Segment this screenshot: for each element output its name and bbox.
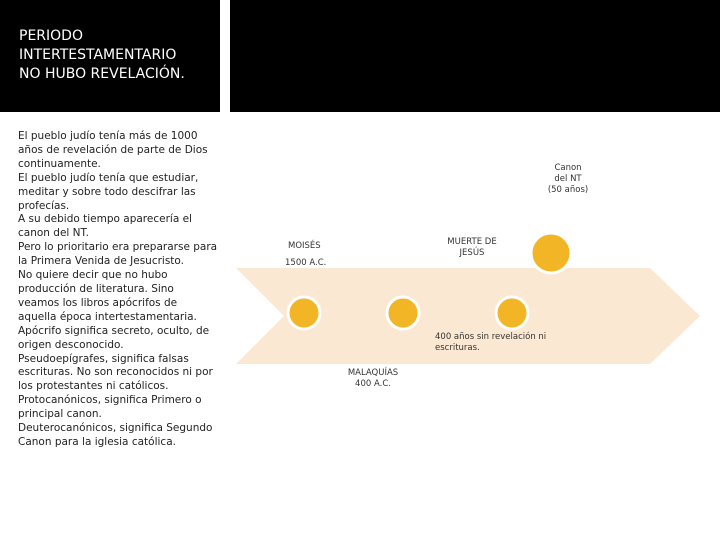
dot-sin-revelacion [496, 297, 528, 329]
dot-muerte-jesus [531, 233, 571, 273]
dot-malaquias [387, 297, 419, 329]
label-malaquias: MALAQUÍAS 400 A.C. [347, 368, 399, 389]
label-canon-nt: Canon del NT (50 años) [547, 163, 589, 195]
label-moises-date: 1500 A.C. [285, 258, 327, 268]
body-text: El pueblo judío tenía más de 1000 años de revelación de parte de Dios continuamente. El pueblo judío tenía que estudiar, meditar y sobre todo descifrar las profecías. A su debido tiempo aparecería el canon del NT. Pero lo prioritario era prepararse para la Primera Venida de Jesucristo. No quiere decir que no hubo producción de literatura. Sino veamos los libros apócrifos de aquella época intertestamentaria. Apócrifo significa secreto, oculto, de origen desconocido. Pseudoepígrafes, significa falsas escrituras. No son reconocidos ni por los protestantes ni católicos. Protocanónicos, significa Primero o principal canon. Deuterocanónicos, significa Segundo Canon para la iglesia católica. [18, 130, 218, 448]
dot-moises [288, 297, 320, 329]
label-moises: MOISÉS [288, 241, 321, 251]
label-sin-revelacion: 400 años sin revelación ni escrituras. [435, 332, 547, 353]
slide-title: PERIODO INTERTESTAMENTARIO NO HUBO REVELACIÓN. [19, 28, 185, 82]
label-muerte-jesus: MUERTE DE JESÚS [447, 237, 497, 258]
